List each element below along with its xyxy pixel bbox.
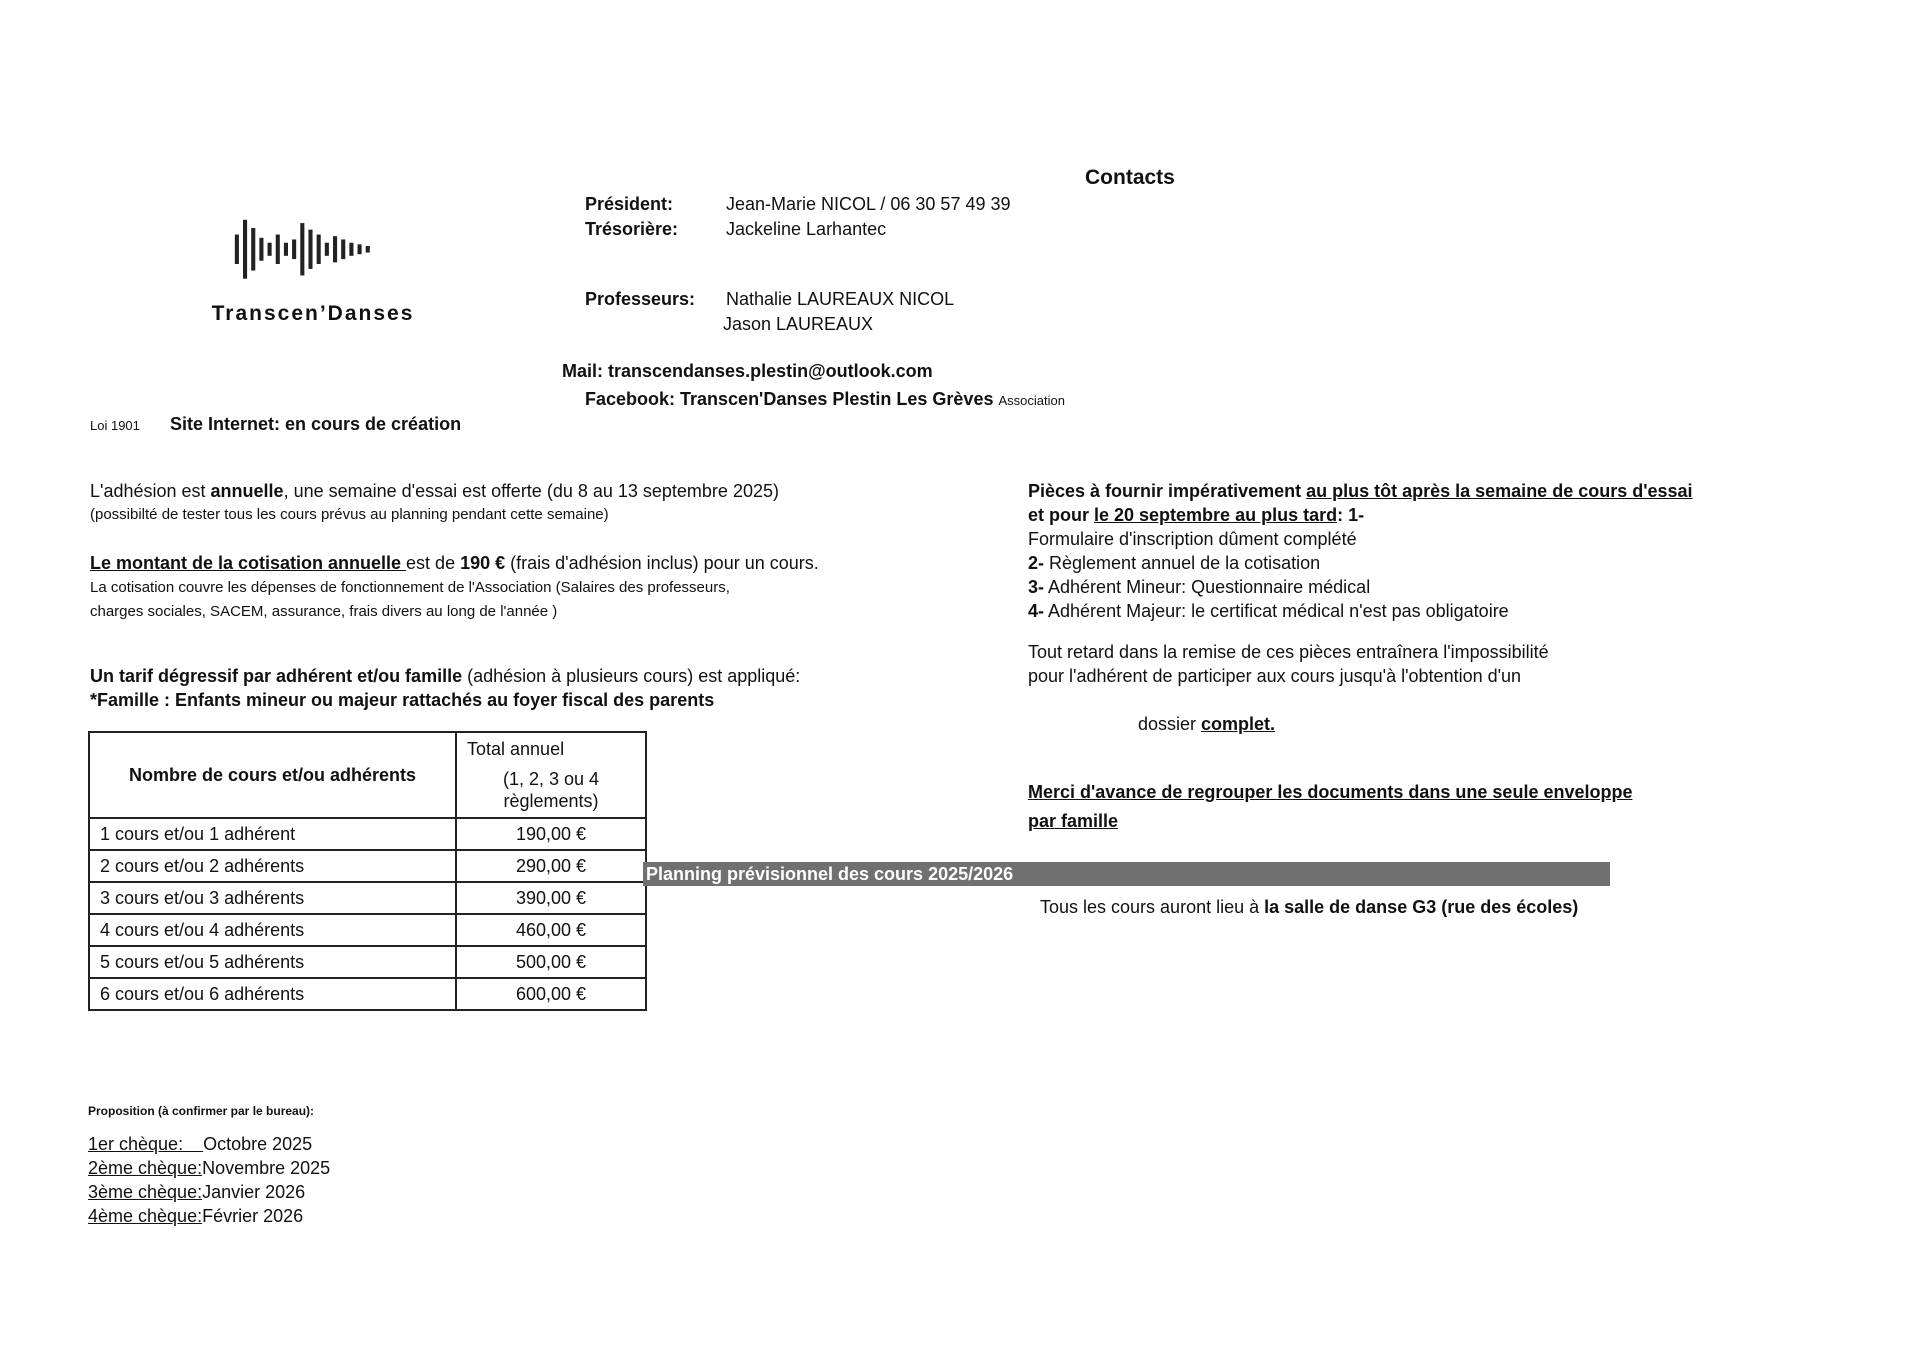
table-row: [89, 914, 646, 946]
association-text: Association: [998, 393, 1065, 408]
pieces-item3-num: 3-: [1028, 577, 1045, 597]
table-cell-value: 500,00 €: [456, 946, 646, 978]
pieces-item-3: [1028, 577, 1370, 598]
table-row: [89, 850, 646, 882]
adhesion-bold: annuelle: [210, 481, 284, 501]
table-row: [89, 882, 646, 914]
table-cell-label: 5 cours et/ou 5 adhérents: [89, 946, 456, 978]
president-value: Jean-Marie NICOL / 06 30 57 49 39: [726, 194, 1011, 214]
mail-line[interactable]: Mail: transcendanses.plestin@outlook.com: [562, 361, 933, 381]
cheque-label: 4ème chèque:: [88, 1206, 203, 1226]
table-header-col2-line3: règlements): [503, 791, 599, 811]
pieces-line1-underline: au plus tôt après la semaine de cours d'essai: [1306, 481, 1693, 501]
table-cell-value: 600,00 €: [456, 978, 646, 1010]
cheque-value: Janvier 2026: [202, 1182, 306, 1202]
table-cell-label: 6 cours et/ou 6 adhérents: [89, 978, 456, 1010]
merci-line-2: par famille: [1028, 811, 1119, 831]
facebook-text[interactable]: Facebook: Transcen'Danses Plestin Les Grèves: [585, 389, 994, 409]
professeurs-value-1: Nathalie LAUREAUX NICOL: [726, 289, 955, 309]
pieces-line1-bold: Pièces à fournir impérativement: [1028, 481, 1307, 501]
tarif-line: [90, 666, 800, 687]
pieces-item3-text: Adhérent Mineur: Questionnaire médical: [1044, 577, 1371, 597]
tresoriere-value: Jackeline Larhantec: [726, 219, 887, 239]
table-cell-value: 460,00 €: [456, 914, 646, 946]
table-cell-label: 2 cours et/ou 2 adhérents: [89, 850, 456, 882]
professeurs-label: Professeurs:: [585, 289, 696, 309]
montant-post: (frais d'adhésion inclus) pour un cours.: [505, 553, 819, 573]
contacts-title: Contacts: [1085, 166, 1175, 189]
planning-title-bar: Planning prévisionnel des cours 2025/2026: [643, 862, 1610, 886]
table-cell-value: 390,00 €: [456, 882, 646, 914]
proposition-title: Proposition (à confirmer par le bureau):: [88, 1104, 315, 1118]
cheque-row: [88, 1206, 303, 1227]
adhesion-post: , une semaine d'essai est offerte (du 8 au 13 septembre 2025): [283, 481, 779, 501]
cheque-value: Février 2026: [202, 1206, 304, 1226]
cheque-row: [88, 1158, 330, 1179]
pieces-item2-num: 2-: [1028, 553, 1045, 573]
merci-line-1: Merci d'avance de regrouper les documents dans une seule enveloppe: [1028, 782, 1633, 802]
complet-text: complet.: [1201, 714, 1276, 734]
retard-line-1: Tout retard dans la remise de ces pièces entraînera l'impossibilité: [1028, 642, 1549, 662]
pieces-item2-text: Règlement annuel de la cotisation: [1044, 553, 1321, 573]
montant-line: [90, 553, 819, 574]
pieces-line2-bold: et pour: [1028, 505, 1094, 525]
cheque-value: Octobre 2025: [203, 1134, 313, 1154]
adhesion-pre: L'adhésion est: [90, 481, 211, 501]
pieces-line2-post: : 1-: [1337, 505, 1365, 525]
pieces-item-1: Formulaire d'inscription dûment complété: [1028, 529, 1357, 549]
cheque-row: [88, 1134, 312, 1155]
pieces-item-2: [1028, 553, 1320, 574]
table-cell-value: 290,00 €: [456, 850, 646, 882]
planning-lieu-bold: la salle de danse G3 (rue des écoles): [1264, 897, 1579, 917]
montant-note-1: La cotisation couvre les dépenses de fonctionnement de l'Association (Salaires des professeurs,: [90, 579, 730, 596]
loi-text: Loi 1901: [90, 418, 140, 433]
pieces-item4-text: Adhérent Majeur: le certificat médical n'est pas obligatoire: [1044, 601, 1509, 621]
cheque-row: [88, 1182, 305, 1203]
retard-line-2: pour l'adhérent de participer aux cours jusqu'à l'obtention d'un: [1028, 666, 1522, 686]
cheque-label: 1er chèque:: [88, 1134, 204, 1154]
logo-name: Transcen’Danses: [211, 302, 415, 325]
montant-note-2: charges sociales, SACEM, assurance, frais divers au long de l'année ): [90, 603, 558, 620]
cheque-label: 3ème chèque:: [88, 1182, 203, 1202]
dossier-text: dossier: [1138, 714, 1202, 734]
table-cell-label: 1 cours et/ou 1 adhérent: [89, 818, 456, 850]
table-header-row: [89, 732, 646, 818]
planning-lieu-pre: Tous les cours auront lieu à: [1040, 897, 1265, 917]
table-cell-label: 4 cours et/ou 4 adhérents: [89, 914, 456, 946]
montant-mid: est de: [406, 553, 461, 573]
table-row: [89, 818, 646, 850]
table-header-col2: [456, 732, 646, 818]
table-cell-label: 3 cours et/ou 3 adhérents: [89, 882, 456, 914]
adhesion-note: (possibilté de tester tous les cours prévus au planning pendant cette semaine): [90, 506, 609, 523]
cheque-value: Novembre 2025: [202, 1158, 331, 1178]
professeurs-value-2: Jason LAUREAUX: [723, 314, 874, 334]
logo-sound-wave-icon: [155, 210, 475, 300]
site-internet: Site Internet: en cours de création: [170, 414, 462, 434]
pieces-item-4: [1028, 601, 1509, 622]
planning-lieu: [1040, 897, 1578, 918]
tarif-bold: Un tarif dégressif par adhérent et/ou famille: [90, 666, 463, 686]
facebook-line: [585, 389, 1065, 410]
pieces-line-1: [1028, 481, 1693, 502]
montant-amount: 190 €: [460, 553, 506, 573]
table-header-col1: Nombre de cours et/ou adhérents: [89, 732, 456, 818]
table-cell-value: 190,00 €: [456, 818, 646, 850]
table-row: [89, 978, 646, 1010]
dossier-line: [1138, 714, 1275, 735]
adhesion-line: [90, 481, 779, 502]
table-row: [89, 946, 646, 978]
montant-bold: Le montant de la cotisation annuelle: [90, 553, 407, 573]
tarif-table: [88, 731, 647, 1011]
table-header-col2-line2: (1, 2, 3 ou 4: [502, 769, 600, 789]
pieces-item4-num: 4-: [1028, 601, 1045, 621]
president-label: Président:: [585, 194, 674, 214]
cheque-label: 2ème chèque:: [88, 1158, 203, 1178]
tarif-post: (adhésion à plusieurs cours) est appliqué:: [462, 666, 801, 686]
pieces-line-2: [1028, 505, 1364, 526]
table-header-col2-line1: Total annuel: [467, 739, 565, 759]
pieces-line2-underline: le 20 septembre au plus tard: [1094, 505, 1338, 525]
tresoriere-label: Trésorière:: [585, 219, 679, 239]
famille-line: *Famille : Enfants mineur ou majeur rattachés au foyer fiscal des parents: [90, 690, 715, 710]
